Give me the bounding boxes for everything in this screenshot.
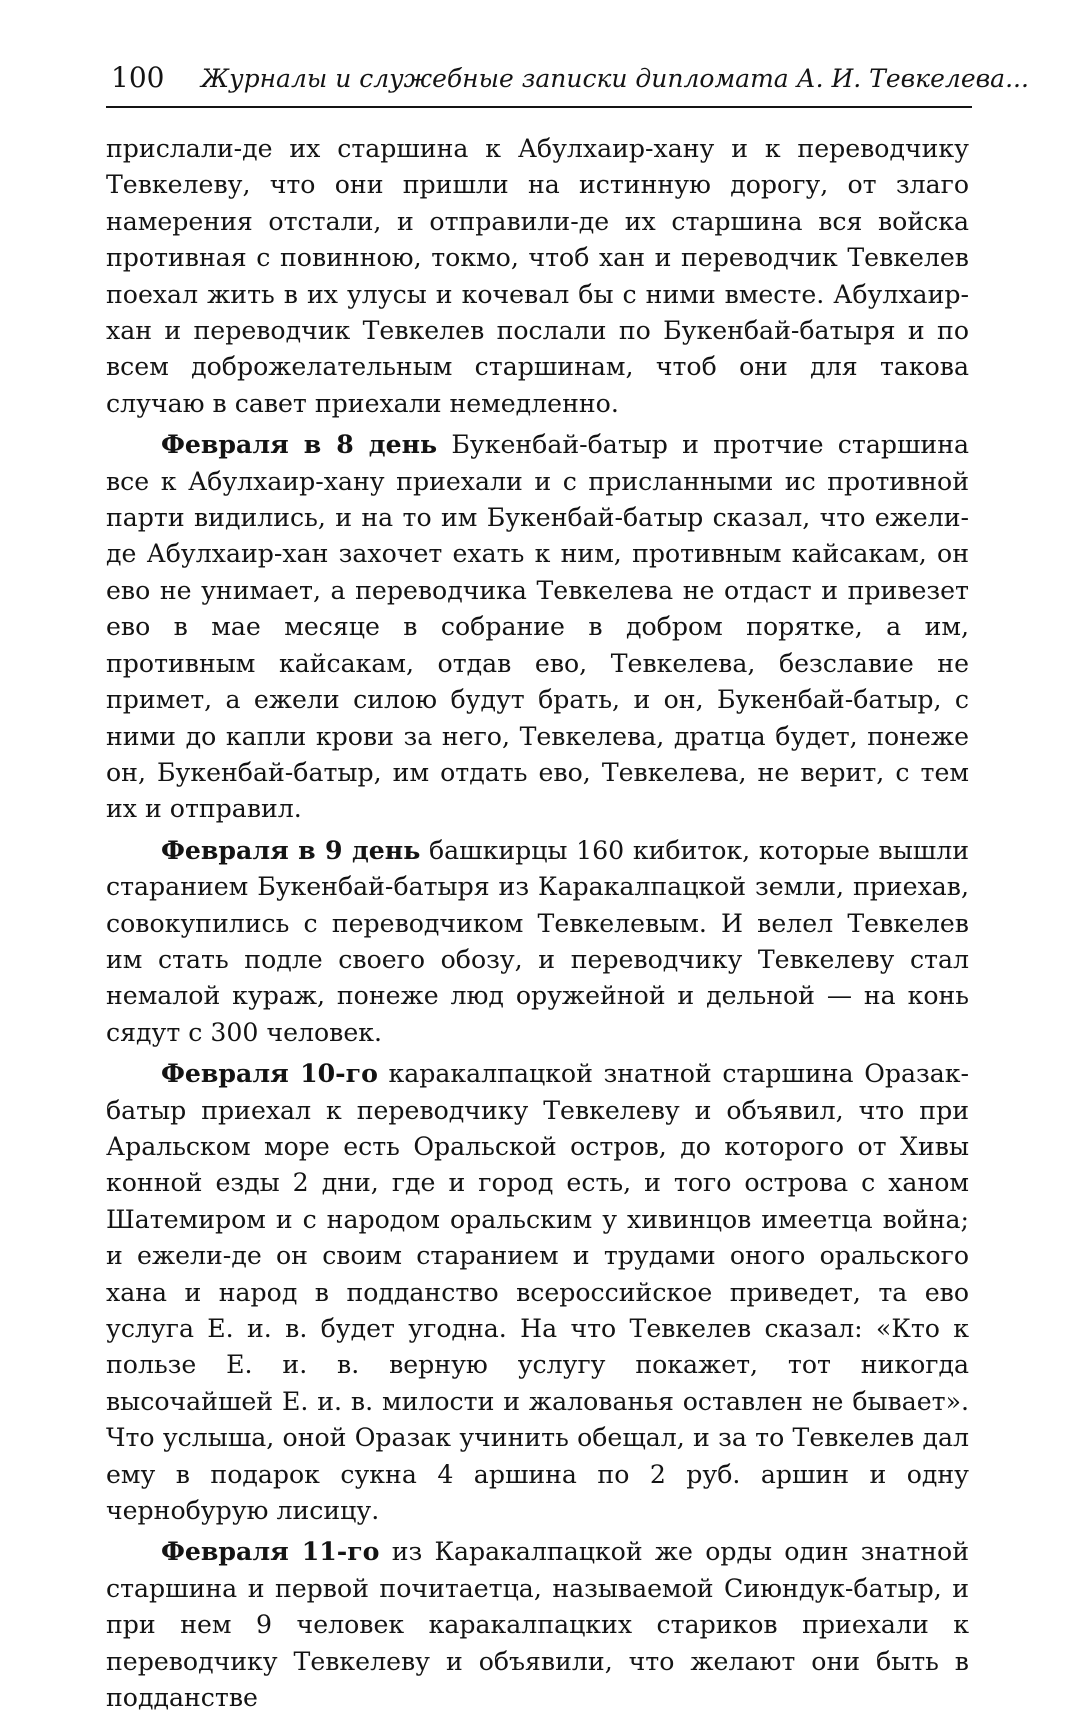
- running-header: [111, 61, 1029, 95]
- paragraph-text: прислали-де их старшина к Абулхаир-хану и к переводчику Тевкелеву, что они пришли на истинную дорогу, от злаго намерения отстали, и отправили-де их старшина вся войска противная с повинною, токмо, чтоб хан и переводчик Тевкелев поехал жить в их улусы и кочевал бы с ними вместе. Абулхаир-хан и переводчик Тевкелев послали по Букенбай-батыря и по всем доброжелательным старшинам, чтоб они для такова случаю в савет приехали немедленно.: [106, 134, 969, 418]
- header-rule: [106, 106, 972, 108]
- paragraph: [106, 1055, 969, 1529]
- paragraph: [106, 832, 969, 1051]
- paragraph-text: башкирцы 160 кибиток, которые вышли старанием Букенбай-батыря из Каракалпацкой земли, приехав, совокупились с переводчиком Тевкелевым. И велел Тевкелев им стать подле своего обозу, и переводчику Тевкелеву стал немалой кураж, понеже люд оружейной и дельной — на конь сядут с 300 человек.: [106, 835, 969, 1047]
- paragraph-text: из Каракалпацкой же орды один знатной старшина и первой почитаетца, называемой Сиюндук-батыр, и при нем 9 человек каракалпацких стариков приехали к переводчику Тевкелеву и объявили, что желают они быть в подданстве: [106, 1537, 969, 1713]
- paragraph: [106, 130, 969, 422]
- date-lead: Февраля в 8 день: [161, 429, 438, 460]
- paragraph: [106, 1533, 969, 1716]
- date-lead: Февраля 11-го: [161, 1536, 380, 1567]
- body-text: [106, 130, 969, 1716]
- date-lead: Февраля 10-го: [161, 1058, 378, 1089]
- paragraph: [106, 426, 969, 827]
- paragraph-text: Букенбай-батыр и протчие старшина все к Абулхаир-хану приехали и с присланными ис противной парти видились, и на то им Букенбай-батыр сказал, что ежели-де Абулхаир-хан захочет ехать к ним, противным кайсакам, он ево не унимает, а переводчика Тевкелева не отдаст и привезет ево в мае месяце в собрание в добром порятке, а им, противным кайсакам, отдав ево, Тевкелева, безславие не примет, а ежели силою будут брать, и он, Букенбай-батыр, с ними до капли крови за него, Тевкелева, дратца будет, понеже он, Букенбай-батыр, им отдать ево, Тевкелева, не верит, с тем их и отправил.: [106, 430, 969, 824]
- page-number: 100: [111, 61, 165, 94]
- running-title: Журналы и служебные записки дипломата А. И. Тевкелева...: [201, 64, 1029, 93]
- paragraph-text: каракалпацкой знатной старшина Оразак-батыр приехал к переводчику Тевкелеву и объявил, что при Аральском море есть Оральской остров, до которого от Хивы конной езды 2 дни, где и город есть, и того острова с ханом Шатемиром и с народом оральским у хивинцов имеетца война; и ежели-де он своим старанием и трудами оного оральского хана и народ в подданство всероссийское приведет, та ево услуга Е. и. в. будет угодна. На что Тевкелев сказал: «Кто к пользе Е. и. в. верную услугу покажет, тот никогда высочайшей Е. и. в. милости и жалованья оставлен не бывает». Что услыша, оной Оразак учинить обещал, и за то Тевкелев дал ему в подарок сукна 4 аршина по 2 руб. аршин и одну чернобурую лисицу.: [106, 1059, 969, 1526]
- date-lead: Февраля в 9 день: [161, 834, 421, 865]
